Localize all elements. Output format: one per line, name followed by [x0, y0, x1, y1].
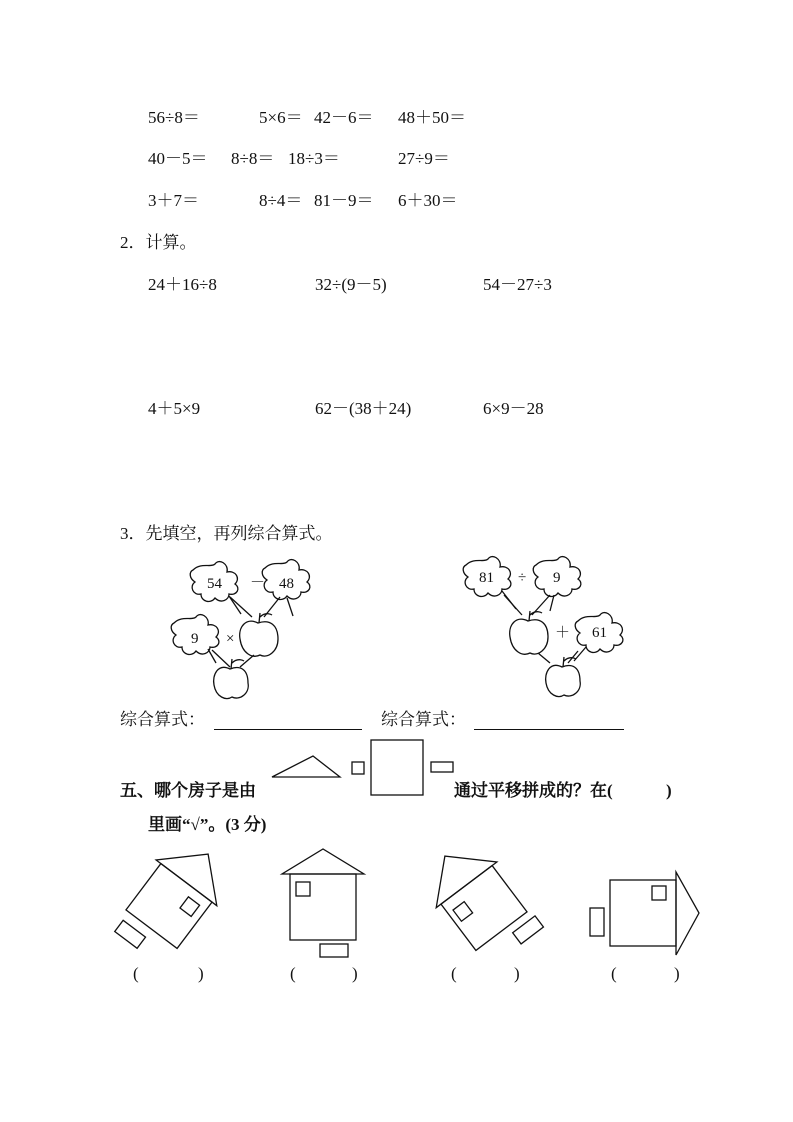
apple-right-bottom	[546, 657, 581, 697]
q2-expr-6: 6×9－28	[483, 399, 544, 418]
q3-label-left: 综合算式：	[120, 710, 205, 729]
q2-expr-3: 54－27÷3	[483, 275, 552, 294]
left-calc-tree	[160, 555, 320, 700]
apple-right-top	[510, 611, 548, 654]
house-4-paren-close: )	[674, 964, 680, 983]
house-3-paren-open: (	[451, 964, 457, 983]
right-num-a: 81	[479, 570, 494, 586]
oral-r2c1: 40－5＝	[148, 149, 208, 168]
house-1	[107, 831, 239, 971]
right-op-2: ＋	[555, 625, 571, 641]
left-num-a: 54	[207, 576, 222, 592]
q2-expr-5: 62－(38＋24)	[315, 399, 412, 418]
house-2-paren-open: (	[290, 964, 296, 983]
house-1-paren-open: (	[133, 964, 139, 983]
triangle-piece	[272, 756, 340, 777]
oral-r2c4: 27÷9＝	[398, 149, 450, 168]
right-op-1: ÷	[518, 570, 527, 586]
q2-expr-4: 4＋5×9	[148, 399, 201, 418]
house-3	[415, 833, 546, 971]
q3-answer-line-left[interactable]	[214, 729, 362, 730]
house-4	[590, 872, 699, 955]
oral-r1c4: 48＋50＝	[398, 108, 466, 127]
left-op-1: －	[250, 575, 266, 591]
oral-r1c2: 5×6＝	[259, 108, 303, 127]
oral-r2c3: 18÷3＝	[288, 149, 340, 168]
q2-expr-2: 32÷(9－5)	[315, 275, 387, 294]
oral-r3c2: 8÷4＝	[259, 191, 303, 210]
right-calc-tree	[460, 555, 630, 700]
oral-r1c3: 42－6＝	[314, 108, 374, 127]
q2-title: 2．计算。	[120, 233, 197, 252]
q5-title-c: )	[666, 781, 672, 800]
q5-pieces	[268, 738, 458, 798]
q3-label-right: 综合算式：	[381, 710, 466, 729]
q5-title-b: 通过平移拼成的？在(	[454, 781, 613, 800]
left-num-c: 9	[191, 631, 199, 647]
q2-expr-1: 24＋16÷8	[148, 275, 217, 294]
rectangle-piece	[431, 762, 453, 772]
houses	[110, 840, 710, 970]
q5-line2: 里画“√”。(3 分)	[148, 815, 267, 834]
q3-answer-line-right[interactable]	[474, 729, 624, 730]
left-num-b: 48	[279, 576, 294, 592]
oral-r3c1: 3＋7＝	[148, 191, 199, 210]
oral-r2c2: 8÷8＝	[231, 149, 275, 168]
house-2-paren-close: )	[352, 964, 358, 983]
right-num-c: 61	[592, 625, 607, 641]
oral-r3c4: 6＋30＝	[398, 191, 458, 210]
oral-r3c3: 81－9＝	[314, 191, 374, 210]
big-square-piece	[371, 740, 423, 795]
right-num-b: 9	[553, 570, 561, 586]
house-2	[282, 849, 364, 957]
apple-left-top	[240, 613, 278, 656]
house-4-paren-open: (	[611, 964, 617, 983]
oral-r1c1: 56÷8＝	[148, 108, 200, 127]
q3-title: 3．先填空，再列综合算式。	[120, 524, 333, 543]
small-square-piece	[352, 762, 364, 774]
q5-title-a: 五、哪个房子是由	[120, 781, 256, 800]
house-1-paren-close: )	[198, 964, 204, 983]
left-op-2: ×	[226, 631, 235, 647]
house-3-paren-close: )	[514, 964, 520, 983]
